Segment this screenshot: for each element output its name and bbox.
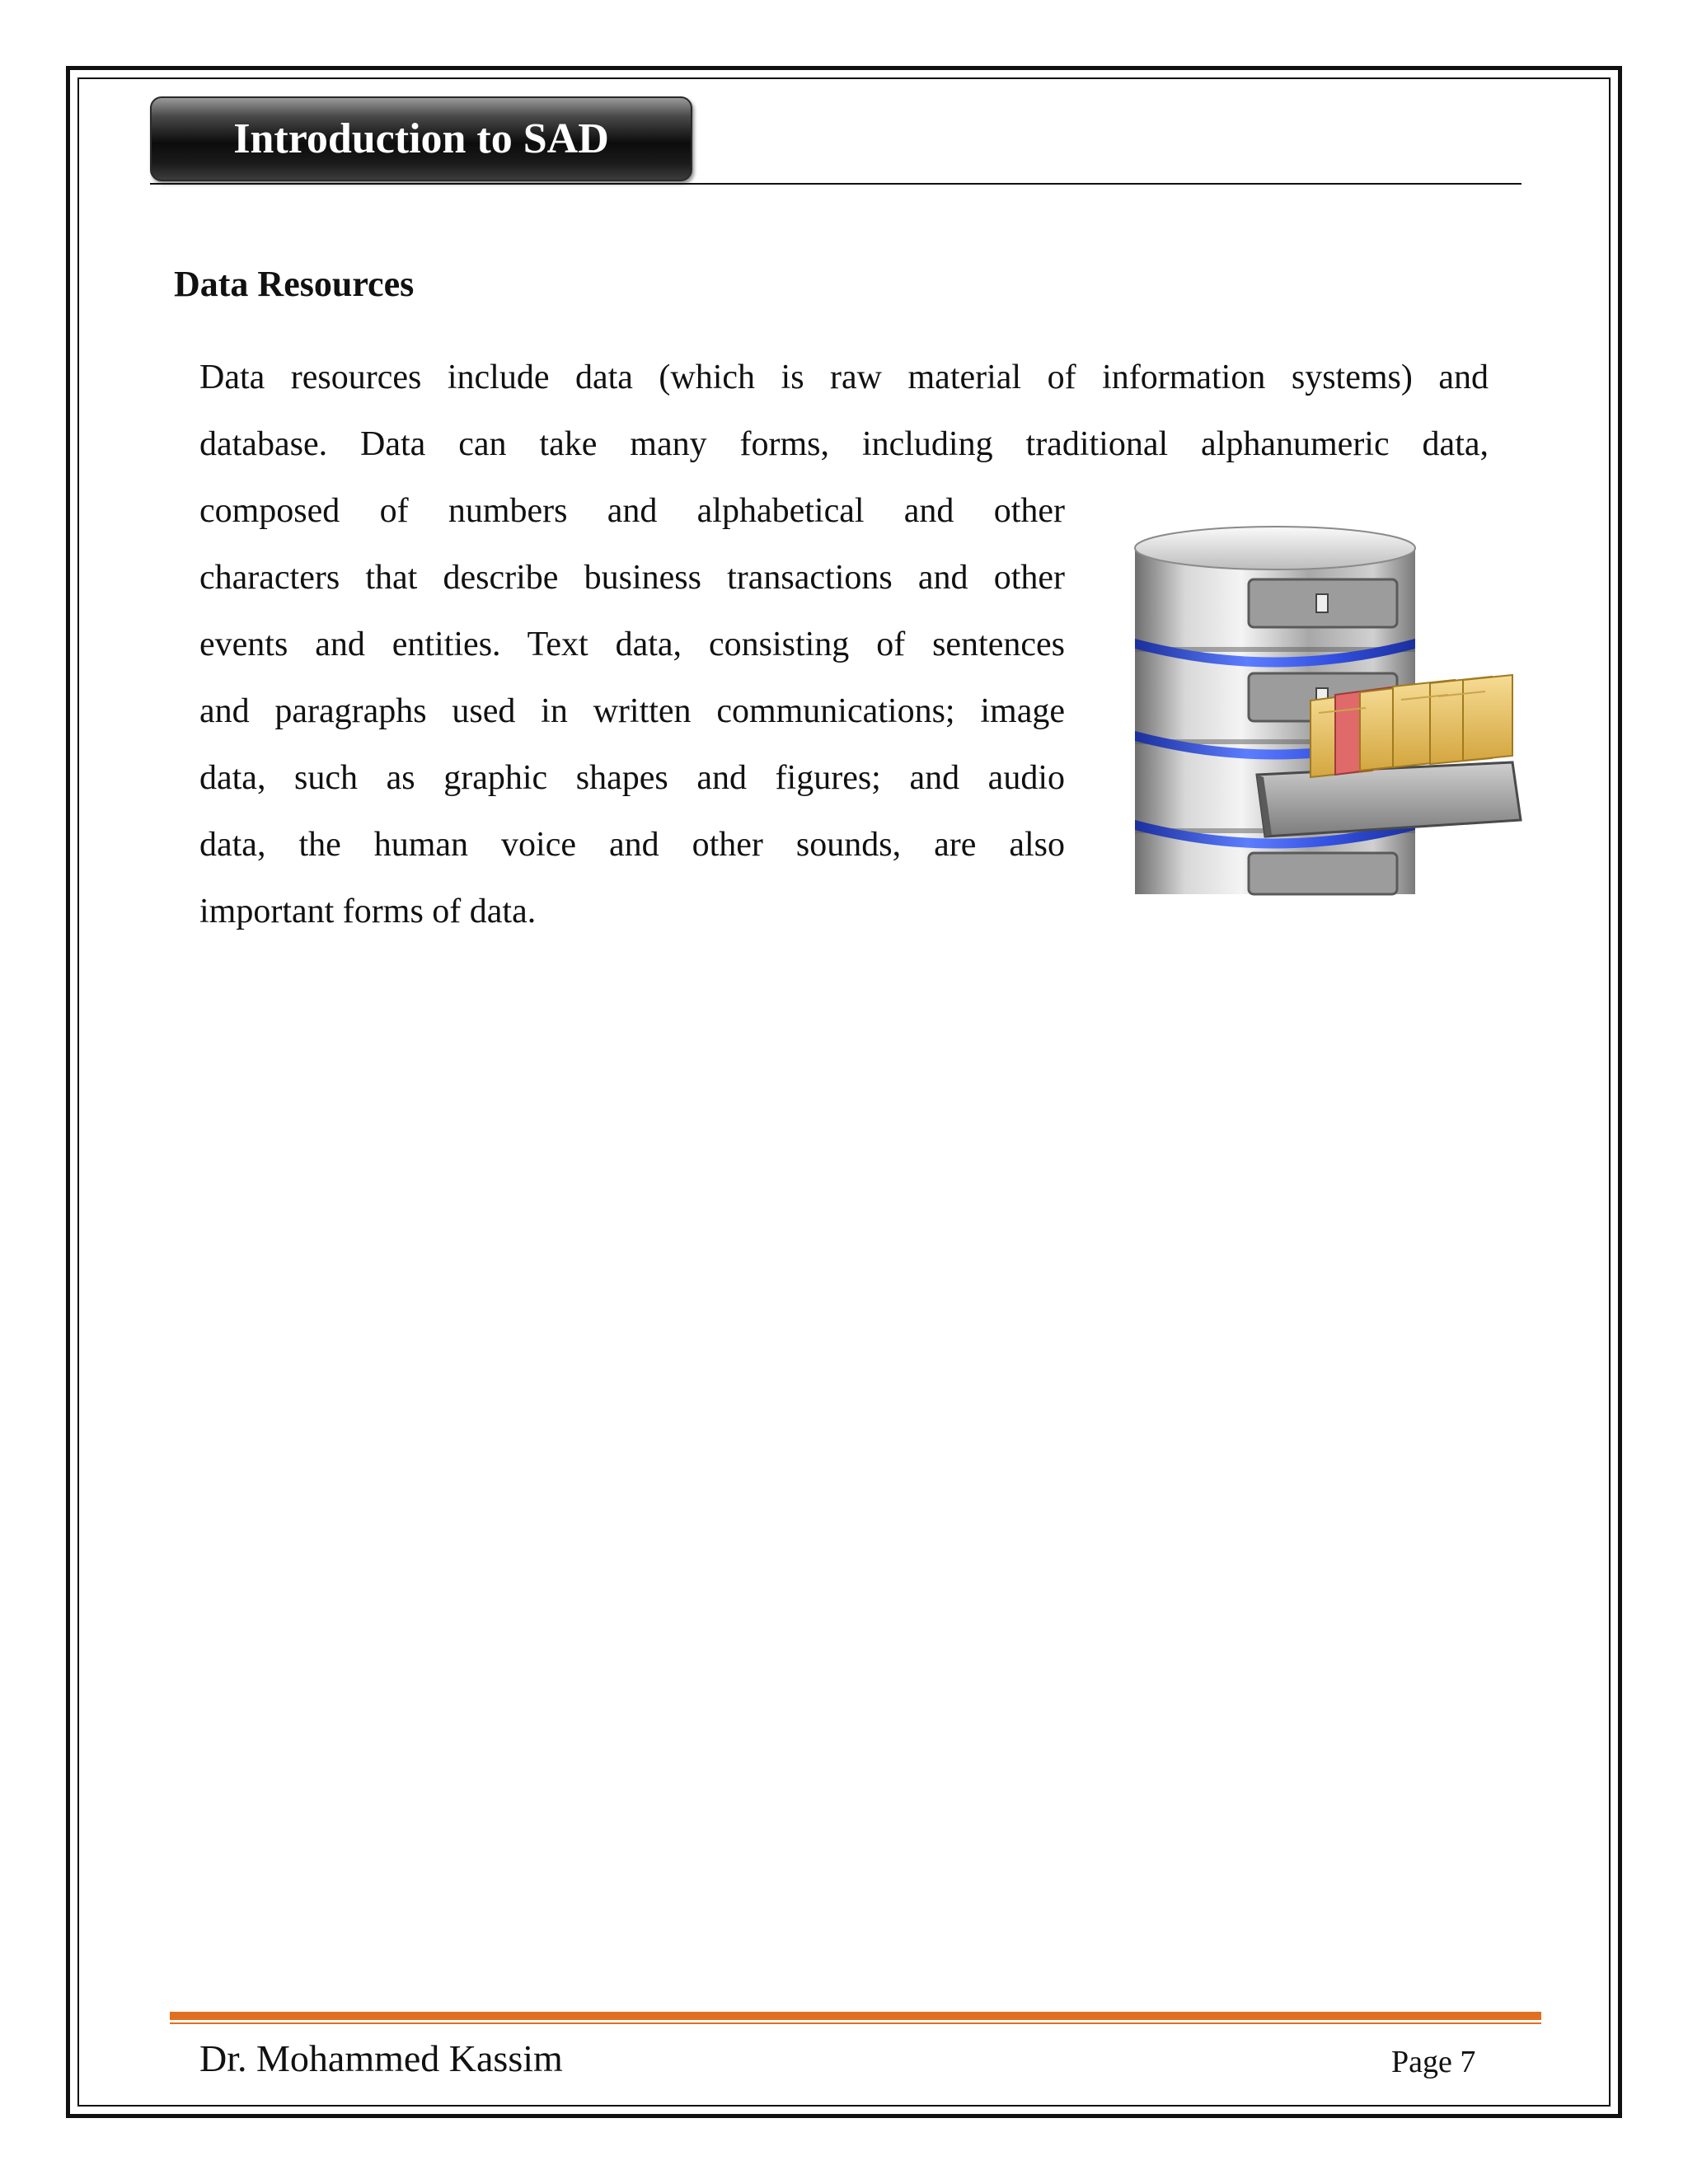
paragraph-line: database. Data can take many forms, including traditional alphanumeric data, bbox=[199, 425, 1489, 463]
page-number: Page 7 bbox=[1391, 2045, 1476, 2079]
paragraph-line: important forms of data. bbox=[199, 893, 537, 930]
paragraph-line: data, the human voice and other sounds, are also bbox=[199, 826, 1065, 864]
paragraph-line: composed of numbers and alphabetical and other bbox=[199, 492, 1065, 530]
section-heading: Data Resources bbox=[174, 264, 415, 304]
footer-rule-thin bbox=[170, 2022, 1541, 2024]
header-rule bbox=[150, 183, 1522, 185]
paragraph-full-width bbox=[199, 344, 1489, 478]
paragraph-line: Data resources include data (which is raw material of information systems) and bbox=[199, 359, 1489, 396]
database-server-icon bbox=[1125, 523, 1531, 902]
paragraph-line: data, such as graphic shapes and figures; and audio bbox=[199, 759, 1065, 797]
header-title: Introduction to SAD bbox=[233, 115, 609, 162]
footer-rule bbox=[170, 2012, 1541, 2020]
paragraph-line: characters that describe business transactions and other bbox=[199, 559, 1065, 597]
paragraph-line: and paragraphs used in written communications; image bbox=[199, 692, 1065, 730]
paragraph-line: events and entities. Text data, consisting of sentences bbox=[199, 626, 1065, 663]
paragraph-wrapped bbox=[199, 478, 1065, 945]
footer-author: Dr. Mohammed Kassim bbox=[199, 2037, 563, 2079]
